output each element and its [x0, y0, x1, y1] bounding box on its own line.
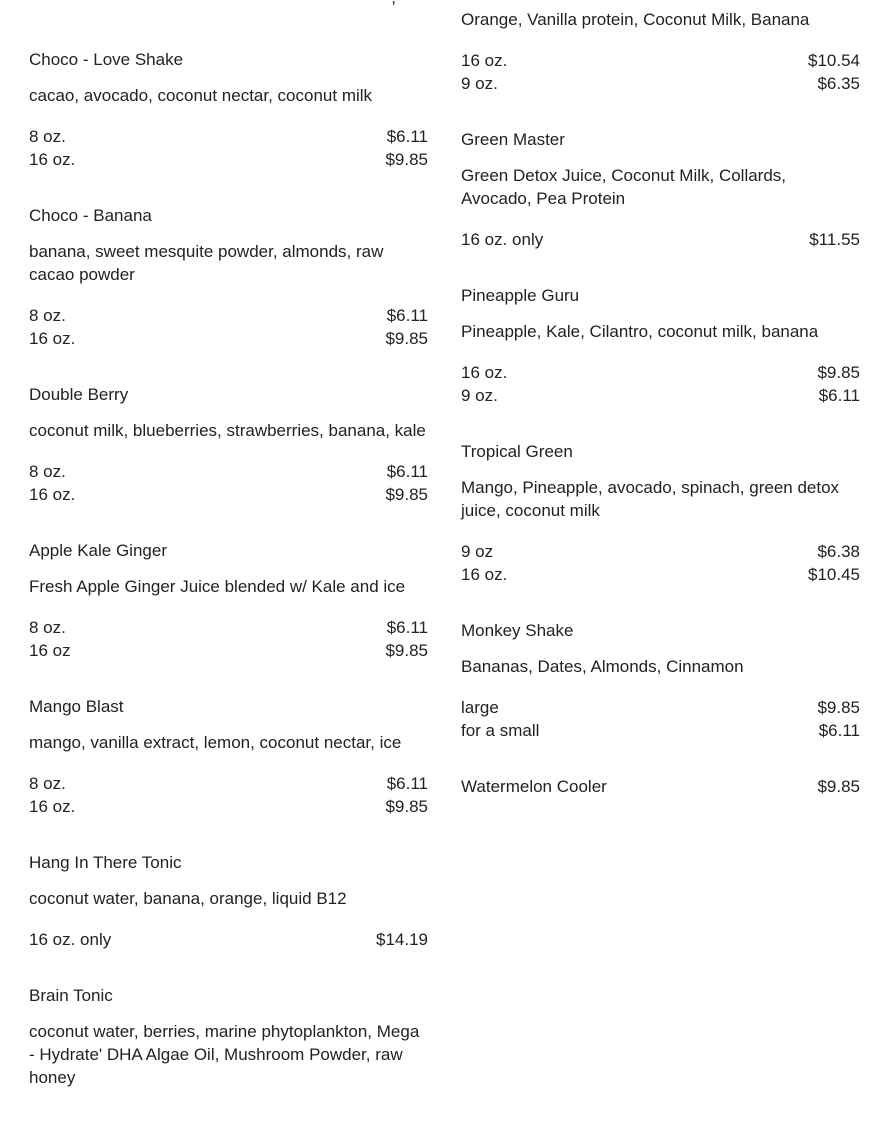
- item-name: Pineapple Guru: [461, 286, 580, 305]
- size-label: 8 oz.: [29, 306, 66, 325]
- price-row: [29, 616, 428, 639]
- price-value: $9.85: [817, 698, 860, 717]
- item-description: Pineapple, Kale, Cilantro, coconut milk, banana: [461, 322, 819, 341]
- menu-column-right: [461, 8, 860, 798]
- size-label: 16 oz.: [461, 363, 508, 382]
- price-value: $14.19: [376, 930, 428, 949]
- price-row: [461, 540, 860, 563]
- menu-item: [29, 383, 428, 506]
- price-row: [29, 639, 428, 662]
- menu-item: [461, 619, 860, 742]
- menu-item: [461, 284, 860, 407]
- item-description: banana, sweet mesquite powder, almonds, raw cacao powder: [29, 242, 384, 284]
- price-value: $11.55: [809, 230, 860, 249]
- price-value: $6.35: [817, 74, 860, 93]
- item-description: Bananas, Dates, Almonds, Cinnamon: [461, 657, 744, 676]
- menu-item-single-line: [461, 775, 860, 798]
- menu-item: [29, 48, 428, 171]
- price-value: $6.11: [818, 721, 860, 740]
- size-label: for a small: [461, 721, 540, 740]
- size-label: 8 oz.: [29, 127, 66, 146]
- price-row: [461, 384, 860, 407]
- item-description: mango, vanilla extract, lemon, coconut nectar, ice: [29, 733, 402, 752]
- size-label: 16 oz.: [29, 329, 76, 348]
- size-label: 9 oz.: [461, 386, 498, 405]
- price-value: $9.85: [385, 329, 428, 348]
- item-description: cacao, avocado, coconut nectar, coconut milk: [29, 86, 373, 105]
- price-row: [461, 72, 860, 95]
- size-label: 16 oz.: [29, 797, 76, 816]
- price-row: [29, 483, 428, 506]
- price-row: [29, 460, 428, 483]
- price-row: [29, 928, 428, 951]
- price-row: [29, 304, 428, 327]
- price-row: [29, 795, 428, 818]
- size-label: 16 oz.: [461, 51, 508, 70]
- menu-item: [461, 8, 860, 95]
- price-value: $9.85: [385, 797, 428, 816]
- price-value: $9.85: [385, 641, 428, 660]
- price-value: $10.45: [808, 565, 860, 584]
- menu-item: [461, 128, 860, 251]
- size-label: 8 oz.: [29, 774, 66, 793]
- price-value: $6.38: [817, 542, 860, 561]
- price-row: [461, 49, 860, 72]
- size-label: 16 oz.: [29, 150, 76, 169]
- item-description: Fresh Apple Ginger Juice blended w/ Kale and ice: [29, 577, 406, 596]
- size-label: 16 oz. only: [461, 230, 544, 249]
- item-description: coconut water, banana, orange, liquid B12: [29, 889, 347, 908]
- menu-item: [29, 984, 428, 1089]
- price-value: $6.11: [386, 774, 428, 793]
- size-label: 16 oz: [29, 641, 71, 660]
- size-label: 8 oz.: [29, 462, 66, 481]
- item-description: coconut milk, blueberries, strawberries, banana, kale: [29, 421, 426, 440]
- price-value: $6.11: [386, 462, 428, 481]
- item-name: Brain Tonic: [29, 986, 113, 1005]
- item-name: Choco - Banana: [29, 206, 152, 225]
- size-label: large: [461, 698, 499, 717]
- item-name: Hang In There Tonic: [29, 853, 182, 872]
- price-value: $9.85: [385, 485, 428, 504]
- price-row: [29, 772, 428, 795]
- item-name: Choco - Love Shake: [29, 50, 184, 69]
- price-value: $6.11: [818, 386, 860, 405]
- price-row: [461, 563, 860, 586]
- item-name: Mango Blast: [29, 697, 124, 716]
- price-value: $6.11: [386, 618, 428, 637]
- size-label: 9 oz: [461, 542, 494, 561]
- item-description: coconut water, berries, marine phytoplankton, Mega - Hydrate' DHA Algae Oil, Mushroom Powder, raw honey: [29, 1022, 420, 1087]
- price-row: [461, 696, 860, 719]
- menu-item: [29, 851, 428, 951]
- price-row: [461, 228, 860, 251]
- menu-column-left: [29, 0, 428, 1122]
- size-label: 9 oz.: [461, 74, 498, 93]
- item-name: Apple Kale Ginger: [29, 541, 167, 560]
- price-value: $6.11: [386, 127, 428, 146]
- item-name: Tropical Green: [461, 442, 573, 461]
- price-row: [29, 125, 428, 148]
- menu-item: [29, 539, 428, 662]
- price-row: [29, 148, 428, 171]
- price-value: $10.54: [808, 51, 860, 70]
- price-value: $9.85: [817, 363, 860, 382]
- item-description: Green Detox Juice, Coconut Milk, Collards, Avocado, Pea Protein: [461, 166, 787, 208]
- menu-item: [29, 695, 428, 818]
- price-row: [461, 361, 860, 384]
- item-name: Double Berry: [29, 385, 129, 404]
- price-value: $9.85: [817, 777, 860, 796]
- item-description: Mango, Pineapple, avocado, spinach, green detox juice, coconut milk: [461, 478, 840, 520]
- menu-item: [29, 204, 428, 350]
- cut-off-text: [29, 0, 428, 9]
- price-value: $9.85: [385, 150, 428, 169]
- size-label: 16 oz.: [29, 485, 76, 504]
- price-value: $6.11: [386, 306, 428, 325]
- item-name: Green Master: [461, 130, 565, 149]
- size-label: 16 oz. only: [29, 930, 112, 949]
- price-row: [29, 327, 428, 350]
- menu-item: [461, 440, 860, 586]
- item-name: Watermelon Cooler: [461, 777, 607, 796]
- size-label: 16 oz.: [461, 565, 508, 584]
- size-label: 8 oz.: [29, 618, 66, 637]
- price-row: [461, 719, 860, 742]
- item-description: Orange, Vanilla protein, Coconut Milk, Banana: [461, 10, 810, 29]
- item-name: Monkey Shake: [461, 621, 574, 640]
